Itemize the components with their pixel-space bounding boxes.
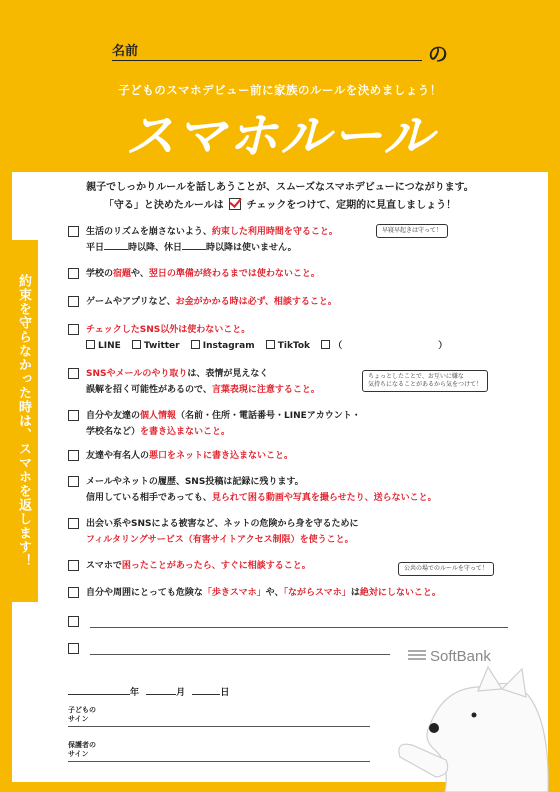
blank-rule-2-checkbox[interactable]: [68, 643, 79, 654]
note-sleep: 早寝早起きは守って！: [376, 224, 448, 238]
rule-1-checkbox[interactable]: [68, 226, 79, 237]
intro-line-2: [40, 196, 520, 211]
note-words-line-2: 気持ちになることがあるから気をつけて！: [368, 381, 483, 388]
rule-2-text-c: や、: [131, 269, 149, 279]
sns-line-label: LINE: [98, 341, 121, 351]
parent-sign-line-1: 保護者の: [68, 741, 96, 749]
intro-line-2-after: チェックをつけて、定期的に見直しましょう！: [246, 200, 457, 211]
note-public: 公共の場でのルールを守って！: [398, 562, 494, 576]
rule-7-text-b: 悪口をネットに書き込まないこと。: [149, 451, 294, 461]
rule-5-text-b: は、表情が見えなく: [187, 369, 269, 379]
sns-tiktok-option[interactable]: [266, 341, 310, 351]
rule-10-text-a: スマホで: [86, 561, 122, 571]
sns-line-checkbox[interactable]: [86, 340, 95, 349]
rule-2-checkbox[interactable]: [68, 268, 79, 279]
parent-sign-field[interactable]: [68, 761, 370, 762]
rule-11-text-a: 自分や周囲にとっても危険な: [86, 588, 203, 598]
softbank-bars-icon: [408, 650, 426, 660]
rule-6-checkbox[interactable]: [68, 410, 79, 421]
rule-11-text-c: や、: [265, 588, 284, 598]
rule-8-text: [86, 474, 506, 506]
rule-3-text-a: ゲームやアプリなど、: [86, 297, 176, 307]
rule-6-text-d: 学校名など）: [86, 427, 141, 437]
rule-10-checkbox[interactable]: [68, 560, 79, 571]
blank-rule-2-line[interactable]: [90, 654, 390, 655]
rule-2-text-b: 宿題: [113, 269, 132, 279]
child-sign-label: [68, 706, 96, 724]
rule-9-text-a: 出会い系やSNSによる被害など、ネットの危険から身を守るために: [86, 519, 359, 529]
rule-8-text-b: 信用している相手であっても、: [86, 493, 212, 503]
rule-1-mid: 時以降、休日: [128, 243, 183, 253]
sns-tiktok-checkbox[interactable]: [266, 340, 275, 349]
rule-5-text-d: 言葉表現に注意すること。: [211, 385, 320, 395]
day-blank[interactable]: [192, 694, 220, 695]
rule-1-weekday: 平日: [86, 243, 105, 253]
weekday-hour-blank[interactable]: [104, 249, 128, 250]
softbank-logo: [408, 648, 491, 665]
year-label: 年: [130, 688, 140, 698]
rule-4-text: [86, 322, 506, 354]
sns-instagram-checkbox[interactable]: [191, 340, 200, 349]
sns-other-option[interactable]: [321, 341, 447, 351]
page-title: スマホルール: [125, 107, 435, 165]
rule-6-text-a: 自分や友達の: [86, 411, 141, 421]
blank-rule-1-line[interactable]: [90, 627, 508, 628]
rule-11-text: [86, 585, 506, 601]
rule-7-text-a: 友達や有名人の: [86, 451, 150, 461]
checkmark-icon: [229, 198, 241, 210]
dog-illustration: [390, 665, 560, 792]
child-sign-field[interactable]: [68, 726, 370, 727]
rule-9-checkbox[interactable]: [68, 518, 79, 529]
sns-twitter-option[interactable]: [132, 341, 180, 351]
rule-2-text-d: 翌日の準備が終わるまでは使わないこと。: [148, 269, 320, 279]
blank-rule-1: [68, 614, 508, 630]
rule-11-text-e: は: [350, 588, 360, 598]
name-label: 名前: [112, 44, 139, 59]
rule-1-end: 時以降は使いません。: [206, 243, 297, 253]
rule-8-text-c: 見られて困る動画や写真を撮らせたり、送らないこと。: [211, 493, 437, 503]
blank-rule-1-checkbox[interactable]: [68, 616, 79, 627]
header-band: [0, 0, 560, 172]
rule-2-text-a: 学校の: [86, 269, 114, 279]
note-words-line-1: ちょっとしたことで、お互いに嫌な: [368, 373, 464, 380]
rule-8-text-a: メールやネットの履歴、SNS投稿は記録に残ります。: [86, 477, 304, 487]
rule-5-text-c: 誤解を招く可能性があるので、: [86, 385, 212, 395]
name-suffix: の: [428, 42, 448, 66]
side-banner: 約束を守らなかった時は、スマホを返します！: [8, 240, 38, 602]
subtitle: 子どものスマホデビュー前に家族のルールを決めましょう！: [118, 83, 442, 97]
rule-6-text-b: 個人情報: [140, 411, 177, 421]
rule-9-text-b: フィルタリングサービス（有害サイトアクセス制限）を使うこと。: [86, 535, 354, 545]
rule-3-checkbox[interactable]: [68, 296, 79, 307]
sns-instagram-option[interactable]: [191, 341, 255, 351]
rule-7-checkbox[interactable]: [68, 450, 79, 461]
rule-1-text-b: 約束した利用時間を守ること。: [211, 227, 338, 237]
child-sign-line-1: 子どもの: [68, 706, 96, 714]
logo-text: SoftBank: [430, 648, 491, 665]
rule-6-text: [86, 408, 506, 440]
sns-other-open: （: [333, 341, 343, 351]
sns-instagram-label: Instagram: [202, 341, 255, 351]
rule-1-text-a: 生活のリズムを崩さないよう、: [86, 227, 212, 237]
name-underline: [112, 60, 422, 61]
rule-7-text: [86, 448, 506, 464]
month-blank[interactable]: [146, 694, 176, 695]
rule-9-text: [86, 516, 506, 548]
rule-5-checkbox[interactable]: [68, 368, 79, 379]
rule-3-text: [86, 294, 506, 310]
rule-11-text-d: 「ながらスマホ」: [283, 588, 351, 598]
rule-10-text-b: 困ったことがあったら、すぐに相談すること。: [121, 561, 311, 571]
month-label: 月: [176, 688, 186, 698]
date-row: [68, 685, 229, 698]
holiday-hour-blank[interactable]: [182, 249, 206, 250]
intro-line-1: 親子でしっかりルールを話しあうことが、スムーズなスマホデビューにつながります。: [86, 182, 474, 193]
rule-3-text-b: お金がかかる時は必ず、相談すること。: [175, 297, 337, 307]
sns-twitter-label: Twitter: [143, 341, 180, 351]
child-sign-line-2: サイン: [68, 715, 89, 723]
rule-11-checkbox[interactable]: [68, 587, 79, 598]
rule-4-checkbox[interactable]: [68, 324, 79, 335]
sns-line-option[interactable]: [86, 341, 121, 351]
rule-5-text-a: SNSやメールのやり取り: [86, 369, 188, 379]
sns-other-checkbox[interactable]: [321, 340, 330, 349]
rule-8-checkbox[interactable]: [68, 476, 79, 487]
note-words: [362, 370, 488, 392]
name-field[interactable]: [112, 38, 448, 66]
sns-twitter-checkbox[interactable]: [132, 340, 141, 349]
day-label: 日: [220, 688, 230, 698]
rule-11-text-f: 絶対にしないこと。: [359, 588, 441, 598]
parent-sign-line-2: サイン: [68, 750, 89, 758]
rule-11-text-b: 「歩きスマホ」: [202, 588, 266, 598]
rule-6-text-c: （名前・住所・電話番号・LINEアカウント・: [176, 411, 361, 421]
intro-line-2-before: 「守る」と決めたルールは: [103, 200, 224, 211]
rule-4-text-a: チェックしたSNS以外は使わないこと。: [86, 325, 251, 335]
rule-6-text-e: を書き込まないこと。: [140, 427, 231, 437]
rule-2-text: [86, 266, 506, 282]
sns-tiktok-label: TikTok: [277, 341, 311, 351]
parent-sign-label: [68, 741, 96, 759]
sns-other-close: ）: [438, 341, 448, 351]
year-blank[interactable]: [68, 694, 130, 695]
